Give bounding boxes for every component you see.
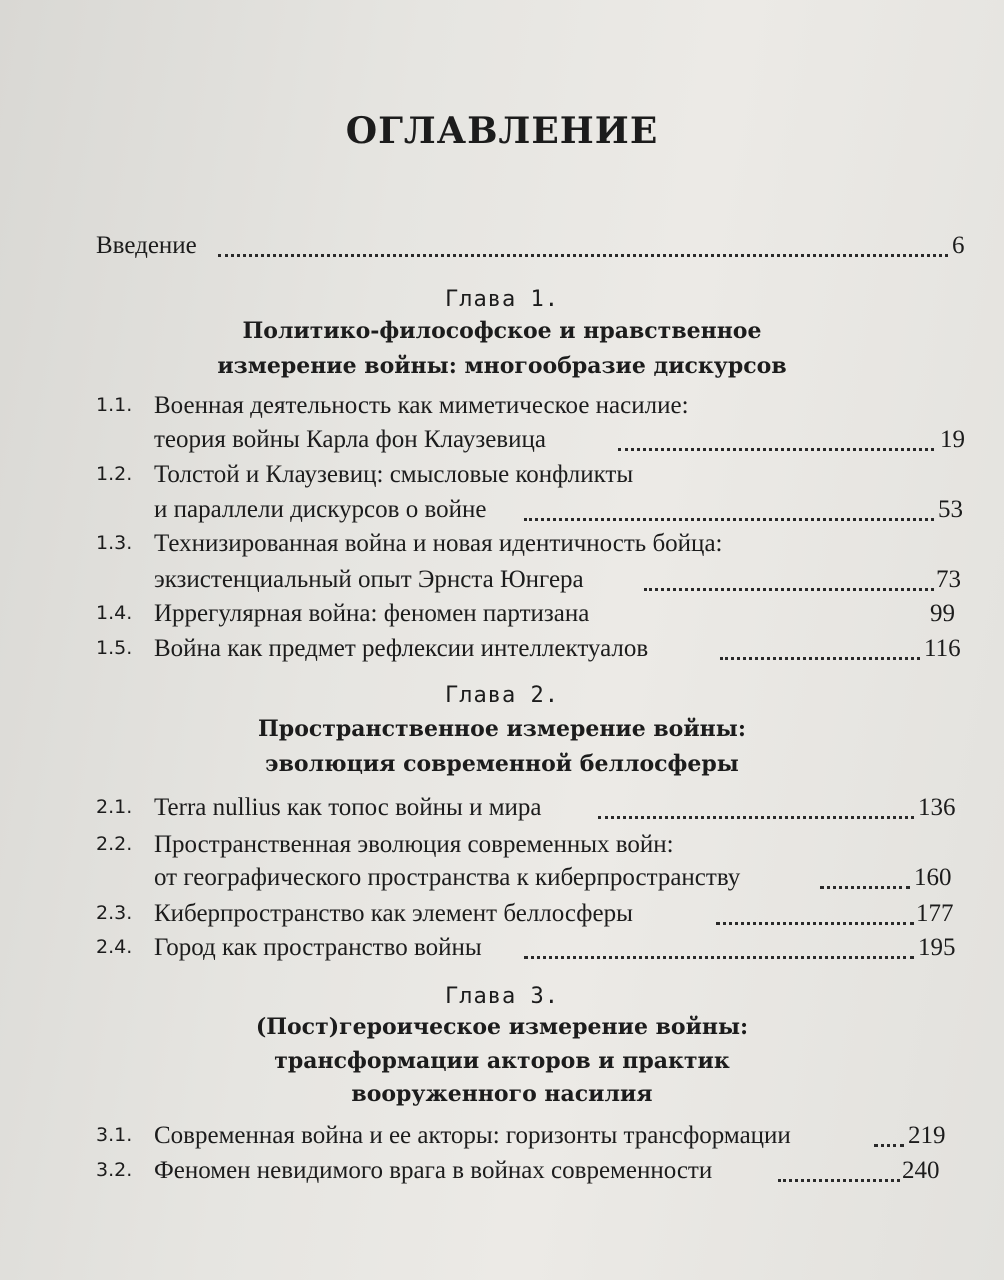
toc-page-number: 195	[918, 934, 956, 961]
toc-entry	[0, 633, 1004, 667]
section-number: 1.3.	[96, 532, 133, 554]
leader-dots	[820, 886, 910, 889]
chapter-title-line: эволюция современной беллосферы	[265, 751, 739, 777]
leader-dots	[720, 657, 920, 660]
chapter-title-line: Пространственное измерение войны:	[258, 716, 746, 742]
chapter-heading: Глава 1.	[445, 287, 559, 312]
section-title-line: от географического пространства к киберпространству	[154, 864, 741, 891]
section-title-line: Город как пространство войны	[154, 934, 482, 961]
section-number: 2.3.	[96, 902, 133, 924]
toc-entry	[0, 598, 1004, 632]
toc-page-number: 73	[936, 566, 961, 593]
section-number: 3.1.	[96, 1124, 133, 1146]
section-number: 2.4.	[96, 936, 133, 958]
section-number: 3.2.	[96, 1159, 133, 1181]
toc-entry	[0, 932, 1004, 966]
toc-page-number: 160	[914, 864, 952, 891]
toc-page-number: 19	[940, 426, 965, 453]
section-title-line: и параллели дискурсов о войне	[154, 496, 487, 523]
toc-entry	[0, 528, 1004, 562]
section-title-line: теория войны Карла фон Клаузевица	[154, 426, 546, 453]
toc-entry	[0, 1155, 1004, 1189]
chapter-title-line: Политико-философское и нравственное	[242, 318, 762, 344]
toc-entry	[0, 829, 1004, 863]
toc-entry-continued	[0, 424, 1004, 458]
section-number: 1.1.	[96, 394, 133, 416]
toc-entry	[0, 898, 1004, 932]
toc-entry-continued	[0, 564, 1004, 598]
toc-entry-continued	[0, 862, 1004, 896]
toc-page-number: 177	[916, 900, 954, 927]
toc-page-number: 219	[908, 1122, 946, 1149]
toc-entry-intro	[0, 230, 1004, 264]
section-title-line: Толстой и Клаузевиц: смысловые конфликты	[154, 461, 634, 488]
toc-entry	[0, 1120, 1004, 1154]
toc-entry-continued	[0, 494, 1004, 528]
leader-dots	[778, 1179, 900, 1182]
section-title-line: Технизированная война и новая идентичность бойца:	[154, 530, 723, 557]
toc-page-number: 116	[924, 635, 961, 662]
section-number: 2.2.	[96, 833, 133, 855]
section-number: 1.4.	[96, 602, 133, 624]
toc-entry-label: Введение	[96, 232, 197, 259]
page-title: ОГЛАВЛЕНИЕ	[345, 110, 659, 152]
chapter-title-line: измерение войны: многообразие дискурсов	[217, 353, 787, 379]
leader-dots	[218, 254, 948, 257]
section-title-line: Пространственная эволюция современных войн:	[154, 831, 674, 858]
section-title-line: Киберпространство как элемент беллосферы	[154, 900, 633, 927]
toc-page-number: 136	[918, 794, 956, 821]
toc-page-number: 6	[952, 232, 965, 259]
section-title-line: Военная деятельность как миметическое насилие:	[154, 392, 689, 419]
chapter-title-line: трансформации акторов и практик	[274, 1048, 730, 1074]
toc-entry	[0, 459, 1004, 493]
chapter-heading: Глава 3.	[445, 984, 559, 1009]
leader-dots	[644, 588, 934, 591]
leader-dots	[874, 1144, 904, 1147]
section-number: 2.1.	[96, 796, 133, 818]
leader-dots	[524, 518, 934, 521]
section-title-line: Иррегулярная война: феномен партизана	[154, 600, 590, 627]
section-title-line: экзистенциальный опыт Эрнста Юнгера	[154, 566, 584, 593]
toc-entry	[0, 792, 1004, 826]
section-number: 1.2.	[96, 463, 133, 485]
toc-page-number: 53	[938, 496, 963, 523]
leader-dots	[716, 922, 914, 925]
toc-page-number: 240	[902, 1157, 940, 1184]
section-number: 1.5.	[96, 637, 133, 659]
section-title-line: Terra nullius как топос войны и мира	[154, 794, 542, 821]
toc-entry	[0, 390, 1004, 424]
section-title-line: Война как предмет рефлексии интеллектуалов	[154, 635, 649, 662]
leader-dots	[598, 816, 914, 819]
toc-page-number: 99	[930, 600, 955, 627]
chapter-title-line: вооруженного насилия	[351, 1081, 653, 1107]
leader-dots	[618, 448, 934, 451]
leader-dots	[524, 956, 914, 959]
section-title-line: Феномен невидимого врага в войнах современности	[154, 1157, 713, 1184]
chapter-title-line: (Пост)героическое измерение войны:	[255, 1014, 749, 1040]
section-title-line: Современная война и ее акторы: горизонты трансформации	[154, 1122, 791, 1149]
chapter-heading: Глава 2.	[445, 683, 559, 708]
